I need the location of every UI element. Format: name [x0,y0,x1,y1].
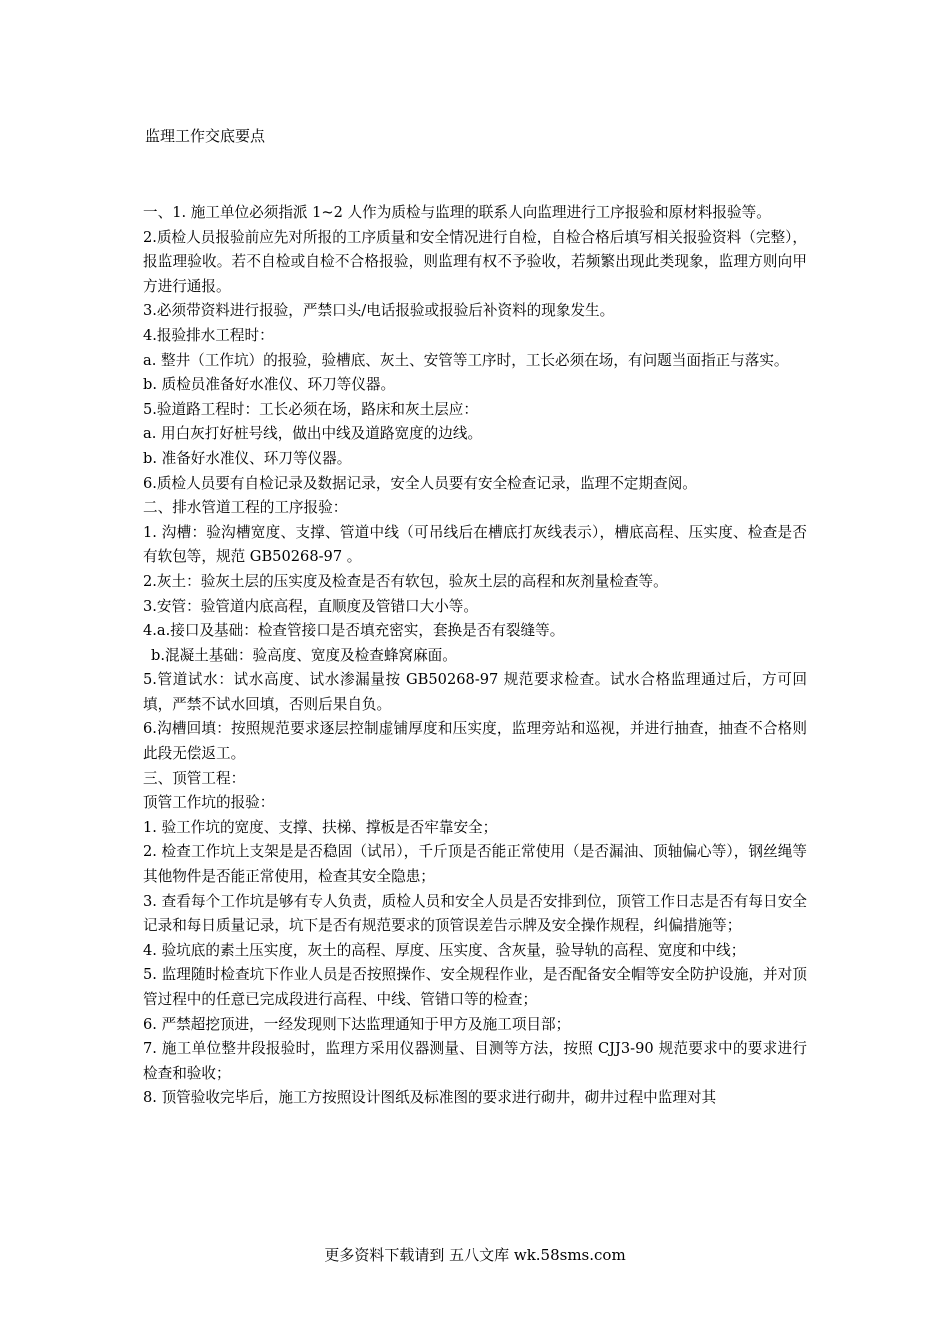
paragraph: 6. 严禁超挖顶进，一经发现则下达监理通知于甲方及施工项目部； [143,1015,571,1033]
paragraph: 1. 验工作坑的宽度、支撑、扶梯、撑板是否牢靠安全； [143,818,498,836]
paragraph: 4. 验坑底的素土压实度，灰土的高程、厚度、压实度、含灰量，验导轨的高程、宽度和中线； [143,941,746,959]
paragraph: 顶管工作坑的报验： [143,794,275,812]
paragraph: 3. 查看每个工作坑是够有专人负责，质检人员和安全人员是否安排到位，顶管工作日志是否有每日安全记录和每日质量记录，坑下是否有规范要求的顶管误差告示牌及安全操作规程，纠偏措施等； [143,892,807,935]
paragraph: 2. 检查工作坑上支架是是否稳固（试吊），千斤顶是否能正常使用（是否漏油、顶轴偏心等），钢丝绳等其他物件是否能正常使用，检查其安全隐患； [143,843,807,886]
paragraph: 3.安管：验管道内底高程，直顺度及管错口大小等。 [143,597,478,615]
paragraph: 1. 沟槽：验沟槽宽度、支撑、管道中线（可吊线后在槽底打灰线表示），槽底高程、压实度、检查是否有软包等，规范 GB50268-97 。 [143,523,807,566]
paragraph: a. 整井（工作坑）的报验，验槽底、灰土、安管等工序时，工长必须在场，有问题当面指正与落实。 [143,351,789,369]
section-heading: 二、排水管道工程的工序报验： [143,499,348,517]
document-title: 监理工作交底要点 [145,127,266,145]
paragraph: 7. 施工单位整井段报验时，监理方采用仪器测量、目测等方法，按照 CJJ3-90 规范要求中的要求进行检查和验收； [143,1040,807,1082]
paragraph: a. 用白灰打好桩号线，做出中线及道路宽度的边线。 [143,425,483,443]
paragraph: 4.报验排水工程时： [143,326,274,344]
paragraph: b. 质检员准备好水准仪、环刀等仪器。 [143,376,396,394]
paragraph: 2.灰土：验灰土层的压实度及检查是否有软包，验灰土层的高程和灰剂量检查等。 [143,572,668,590]
paragraph: b. 准备好水准仪、环刀等仪器。 [143,449,352,467]
paragraph: b.混凝土基础：验高度、宽度及检查蜂窝麻面。 [151,646,457,664]
section-heading: 三、顶管工程： [143,769,246,787]
page-footer: 更多资料下载请到 五八文库 wk.58sms.com [324,1246,626,1264]
paragraph: 5.管道试水：试水高度、试水渗漏量按 GB50268-97 规范要求检查。试水合格监理通过后，方可回填，严禁不试水回填，否则后果自负。 [143,671,807,713]
paragraph: 2.质检人员报验前应先对所报的工序质量和安全情况进行自检，自检合格后填写相关报验资料（完整），报监理验收。若不自检或自检不合格报验，则监理有权不予验收，若频繁出现此类现象，监理方则向甲方进行通报。 [143,228,807,295]
paragraph: 4.a.接口及基础：检查管接口是否填充密实，套换是否有裂缝等。 [143,622,565,640]
paragraph: 5. 监理随时检查坑下作业人员是否按照操作、安全规程作业，是否配备安全帽等安全防护设施，并对顶管过程中的任意已完成段进行高程、中线、管错口等的检查； [143,966,807,1008]
paragraph: 5.验道路工程时：工长必须在场，路床和灰土层应： [143,400,478,418]
document-body [143,201,807,1111]
paragraph: 3.必须带资料进行报验，严禁口头/电话报验或报验后补资料的现象发生。 [143,302,615,320]
paragraph: 6.沟槽回填：按照规范要求逐层控制虚铺厚度和压实度，监理旁站和巡视，并进行抽查，抽查不合格则此段无偿返工。 [143,720,807,763]
paragraph: 8. 顶管验收完毕后，施工方按照设计图纸及标准图的要求进行砌井，砌井过程中监理对其 [143,1089,717,1107]
paragraph: 6.质检人员要有自检记录及数据记录，安全人员要有安全检查记录，监理不定期查阅。 [143,474,697,492]
paragraph: 一、1. 施工单位必须指派 1~2 人作为质检与监理的联系人向监理进行工序报验和原材料报验等。 [143,204,771,221]
